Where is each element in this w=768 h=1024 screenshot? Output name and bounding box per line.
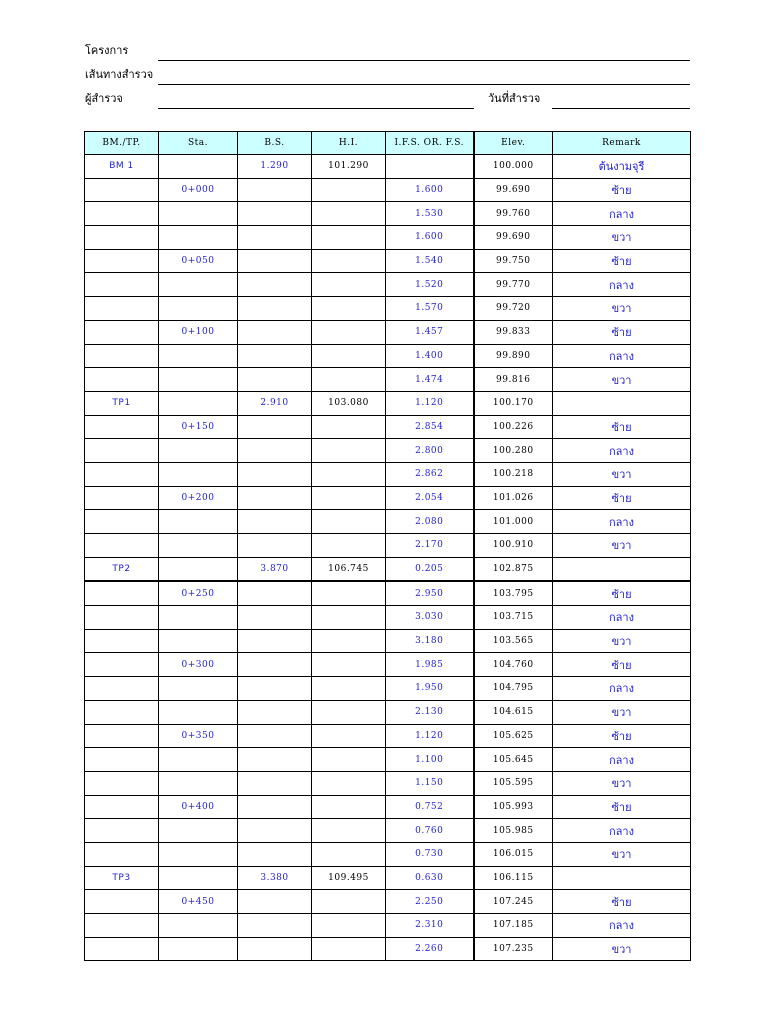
cell-station [159,273,238,297]
cell-backsight [238,653,312,677]
table-row [85,724,691,748]
cell-backsight [238,462,312,486]
cell-backsight [238,890,312,914]
cell-foresight: 2.862 [386,462,474,486]
cell-bm-tp [85,297,159,321]
table-row [85,273,691,297]
cell-backsight [238,795,312,819]
cell-station [159,700,238,724]
table-row [85,866,691,890]
cell-station: 0+100 [159,320,238,344]
table-row [85,700,691,724]
cell-remark: ขวา [553,771,691,795]
table-row [85,155,691,179]
cell-backsight [238,415,312,439]
cell-height-instrument [312,771,386,795]
table-row [85,297,691,321]
cell-bm-tp [85,629,159,653]
cell-height-instrument: 106.745 [312,557,386,581]
cell-backsight [238,724,312,748]
cell-height-instrument [312,344,386,368]
cell-height-instrument [312,795,386,819]
cell-elevation: 99.750 [474,249,553,273]
cell-height-instrument [312,297,386,321]
cell-elevation: 105.985 [474,819,553,843]
cell-station [159,155,238,179]
cell-elevation: 100.280 [474,439,553,463]
cell-foresight: 1.150 [386,771,474,795]
cell-remark: ซ้าย [553,415,691,439]
cell-elevation: 102.875 [474,557,553,581]
cell-foresight: 2.854 [386,415,474,439]
table-row [85,534,691,558]
cell-foresight: 1.530 [386,202,474,226]
cell-height-instrument [312,937,386,961]
cell-station [159,914,238,938]
cell-elevation: 105.625 [474,724,553,748]
table-row [85,653,691,677]
cell-station: 0+000 [159,178,238,202]
cell-backsight [238,819,312,843]
cell-bm-tp [85,249,159,273]
cell-bm-tp: BM 1 [85,155,159,179]
cell-station [159,629,238,653]
cell-station [159,534,238,558]
cell-foresight: 0.730 [386,842,474,866]
cell-elevation: 100.170 [474,391,553,415]
cell-backsight [238,581,312,605]
cell-height-instrument [312,320,386,344]
cell-elevation: 99.770 [474,273,553,297]
cell-station: 0+450 [159,890,238,914]
cell-bm-tp [85,439,159,463]
cell-height-instrument: 109.495 [312,866,386,890]
cell-height-instrument [312,368,386,392]
cell-foresight: 2.950 [386,581,474,605]
cell-station [159,771,238,795]
cell-elevation: 106.115 [474,866,553,890]
col-header-height-instrument: H.I. [312,132,386,155]
cell-height-instrument: 103.080 [312,391,386,415]
cell-foresight: 0.630 [386,866,474,890]
cell-height-instrument [312,202,386,226]
cell-height-instrument [312,273,386,297]
cell-bm-tp [85,937,159,961]
cell-elevation: 104.795 [474,677,553,701]
cell-height-instrument [312,606,386,630]
cell-elevation: 101.026 [474,486,553,510]
cell-station: 0+050 [159,249,238,273]
col-header-foresight: I.F.S. OR. F.S. [386,132,474,155]
cell-foresight: 1.520 [386,273,474,297]
table-row [85,486,691,510]
cell-height-instrument [312,581,386,605]
table-row [85,439,691,463]
cell-backsight [238,297,312,321]
cell-remark: กลาง [553,202,691,226]
project-label: โครงการ [85,44,129,57]
cell-height-instrument [312,462,386,486]
cell-foresight: 3.030 [386,606,474,630]
cell-backsight [238,273,312,297]
table-row [85,606,691,630]
cell-foresight: 1.600 [386,178,474,202]
cell-remark: กลาง [553,748,691,772]
cell-elevation: 99.690 [474,178,553,202]
cell-bm-tp [85,581,159,605]
table-row [85,344,691,368]
cell-foresight: 2.130 [386,700,474,724]
cell-elevation: 99.833 [474,320,553,344]
cell-backsight [238,937,312,961]
cell-foresight: 0.760 [386,819,474,843]
cell-foresight: 2.310 [386,914,474,938]
cell-elevation: 99.760 [474,202,553,226]
cell-backsight [238,914,312,938]
cell-bm-tp [85,890,159,914]
cell-bm-tp [85,653,159,677]
cell-height-instrument [312,890,386,914]
cell-elevation: 99.720 [474,297,553,321]
cell-foresight: 1.400 [386,344,474,368]
cell-elevation: 100.910 [474,534,553,558]
cell-elevation: 100.226 [474,415,553,439]
cell-remark: กลาง [553,677,691,701]
cell-foresight: 1.570 [386,297,474,321]
cell-elevation: 104.615 [474,700,553,724]
cell-remark: ซ้าย [553,890,691,914]
cell-height-instrument [312,534,386,558]
cell-remark: กลาง [553,606,691,630]
cell-height-instrument [312,629,386,653]
table-row [85,677,691,701]
cell-station [159,510,238,534]
cell-height-instrument [312,486,386,510]
cell-foresight: 1.950 [386,677,474,701]
cell-station [159,819,238,843]
cell-height-instrument [312,653,386,677]
cell-foresight [386,155,474,179]
table-row [85,890,691,914]
cell-elevation: 107.185 [474,914,553,938]
cell-height-instrument [312,819,386,843]
cell-backsight [238,842,312,866]
cell-elevation: 106.015 [474,842,553,866]
cell-bm-tp [85,368,159,392]
cell-station [159,677,238,701]
cell-foresight: 0.752 [386,795,474,819]
cell-foresight: 1.120 [386,724,474,748]
table-row [85,819,691,843]
cell-foresight: 1.985 [386,653,474,677]
cell-station: 0+200 [159,486,238,510]
cell-bm-tp [85,344,159,368]
cell-foresight: 1.120 [386,391,474,415]
cell-remark: ต้นงามจุรี [553,155,691,179]
cell-station: 0+150 [159,415,238,439]
cell-backsight [238,534,312,558]
cell-elevation: 105.645 [474,748,553,772]
cell-backsight [238,771,312,795]
cell-station [159,391,238,415]
cell-remark: ซ้าย [553,581,691,605]
cell-elevation: 100.218 [474,462,553,486]
cell-foresight: 0.205 [386,557,474,581]
cell-height-instrument [312,226,386,250]
cell-foresight: 1.457 [386,320,474,344]
table-row [85,748,691,772]
cell-foresight: 1.100 [386,748,474,772]
cell-station [159,606,238,630]
cell-station: 0+400 [159,795,238,819]
cell-backsight [238,320,312,344]
cell-bm-tp [85,534,159,558]
cell-remark: ซ้าย [553,249,691,273]
col-header-station: Sta. [159,132,238,155]
table-row [85,795,691,819]
cell-foresight: 2.800 [386,439,474,463]
cell-bm-tp [85,178,159,202]
cell-remark: ซ้าย [553,795,691,819]
col-header-backsight: B.S. [238,132,312,155]
cell-remark: ขวา [553,297,691,321]
date-label: วันที่สำรวจ [488,92,541,105]
cell-height-instrument [312,748,386,772]
cell-remark: ซ้าย [553,320,691,344]
cell-foresight: 3.180 [386,629,474,653]
cell-remark: ซ้าย [553,724,691,748]
cell-height-instrument [312,249,386,273]
cell-station [159,937,238,961]
cell-station [159,866,238,890]
cell-height-instrument [312,178,386,202]
cell-station: 0+350 [159,724,238,748]
cell-elevation: 99.690 [474,226,553,250]
cell-backsight [238,748,312,772]
table-row [85,462,691,486]
cell-remark: กลาง [553,819,691,843]
cell-backsight: 1.290 [238,155,312,179]
cell-backsight [238,700,312,724]
cell-elevation: 101.000 [474,510,553,534]
cell-height-instrument [312,677,386,701]
cell-backsight: 2.910 [238,391,312,415]
cell-remark: ขวา [553,226,691,250]
cell-remark: ขวา [553,629,691,653]
date-field-line [552,108,690,109]
cell-backsight [238,226,312,250]
table-row [85,510,691,534]
cell-foresight: 2.260 [386,937,474,961]
table-row [85,629,691,653]
cell-height-instrument [312,842,386,866]
cell-remark: กลาง [553,273,691,297]
col-header-remark: Remark [553,132,691,155]
cell-remark: ซ้าย [553,486,691,510]
cell-height-instrument [312,700,386,724]
cell-station [159,557,238,581]
cell-bm-tp [85,819,159,843]
cell-backsight: 3.870 [238,557,312,581]
cell-station [159,748,238,772]
cell-bm-tp [85,914,159,938]
project-field-line [158,60,690,61]
cell-elevation: 103.795 [474,581,553,605]
cell-bm-tp [85,202,159,226]
cell-bm-tp [85,462,159,486]
cell-remark: กลาง [553,510,691,534]
cell-bm-tp: TP1 [85,391,159,415]
cell-remark [553,391,691,415]
col-header-elevation: Elev. [474,132,553,155]
cell-height-instrument [312,510,386,534]
cell-elevation: 103.565 [474,629,553,653]
cell-bm-tp [85,724,159,748]
cell-bm-tp [85,700,159,724]
surveyor-label: ผู้สำรวจ [85,92,123,105]
cell-remark: ขวา [553,462,691,486]
cell-remark: ขวา [553,534,691,558]
cell-elevation: 105.595 [474,771,553,795]
table-row [85,249,691,273]
cell-foresight: 2.080 [386,510,474,534]
cell-station [159,368,238,392]
cell-backsight [238,202,312,226]
cell-foresight: 1.474 [386,368,474,392]
cell-bm-tp [85,842,159,866]
cell-backsight [238,510,312,534]
table-row [85,581,691,605]
cell-station [159,439,238,463]
cell-bm-tp: TP3 [85,866,159,890]
cell-station [159,842,238,866]
cell-station [159,344,238,368]
cell-station [159,226,238,250]
route-field-line [158,84,690,85]
table-row [85,914,691,938]
table-row [85,320,691,344]
cell-backsight [238,368,312,392]
cell-height-instrument [312,415,386,439]
table-row [85,415,691,439]
cell-elevation: 104.760 [474,653,553,677]
table-header-row [85,132,691,155]
cell-backsight [238,606,312,630]
cell-station: 0+250 [159,581,238,605]
cell-backsight [238,178,312,202]
table-row [85,842,691,866]
cell-bm-tp [85,771,159,795]
cell-remark: ขวา [553,368,691,392]
cell-bm-tp [85,226,159,250]
cell-station [159,202,238,226]
surveyor-field-line [158,108,474,109]
cell-remark: ขวา [553,700,691,724]
cell-backsight [238,439,312,463]
cell-remark: กลาง [553,439,691,463]
cell-bm-tp [85,748,159,772]
cell-bm-tp [85,606,159,630]
cell-remark [553,557,691,581]
table-row [85,391,691,415]
cell-bm-tp [85,677,159,701]
cell-foresight: 2.054 [386,486,474,510]
cell-bm-tp [85,273,159,297]
table-row [85,771,691,795]
cell-bm-tp [85,320,159,344]
cell-elevation: 103.715 [474,606,553,630]
cell-station [159,297,238,321]
cell-height-instrument: 101.290 [312,155,386,179]
col-header-bm-tp: BM./TP. [85,132,159,155]
cell-remark: ขวา [553,842,691,866]
cell-bm-tp [85,510,159,534]
table-row [85,226,691,250]
cell-remark [553,866,691,890]
cell-elevation: 107.245 [474,890,553,914]
cell-backsight: 3.380 [238,866,312,890]
cell-height-instrument [312,914,386,938]
cell-backsight [238,486,312,510]
cell-height-instrument [312,439,386,463]
table-row [85,368,691,392]
cell-elevation: 99.890 [474,344,553,368]
cell-station: 0+300 [159,653,238,677]
cell-foresight: 1.540 [386,249,474,273]
table-row [85,178,691,202]
cell-backsight [238,344,312,368]
cell-bm-tp [85,415,159,439]
cell-remark: กลาง [553,914,691,938]
cell-remark: ซ้าย [553,653,691,677]
cell-station [159,462,238,486]
cell-bm-tp [85,795,159,819]
cell-backsight [238,249,312,273]
cell-backsight [238,677,312,701]
cell-remark: กลาง [553,344,691,368]
route-label: เส้นทางสำรวจ [85,68,154,81]
cell-elevation: 107.235 [474,937,553,961]
cell-height-instrument [312,724,386,748]
cell-foresight: 2.250 [386,890,474,914]
table-row [85,937,691,961]
cell-remark: ซ้าย [553,178,691,202]
leveling-table [84,131,691,961]
cell-elevation: 105.993 [474,795,553,819]
cell-remark: ขวา [553,937,691,961]
cell-backsight [238,629,312,653]
cell-bm-tp [85,486,159,510]
cell-foresight: 2.170 [386,534,474,558]
cell-elevation: 99.816 [474,368,553,392]
table-row [85,557,691,581]
table-row [85,202,691,226]
cell-foresight: 1.600 [386,226,474,250]
cell-elevation: 100.000 [474,155,553,179]
cell-bm-tp: TP2 [85,557,159,581]
